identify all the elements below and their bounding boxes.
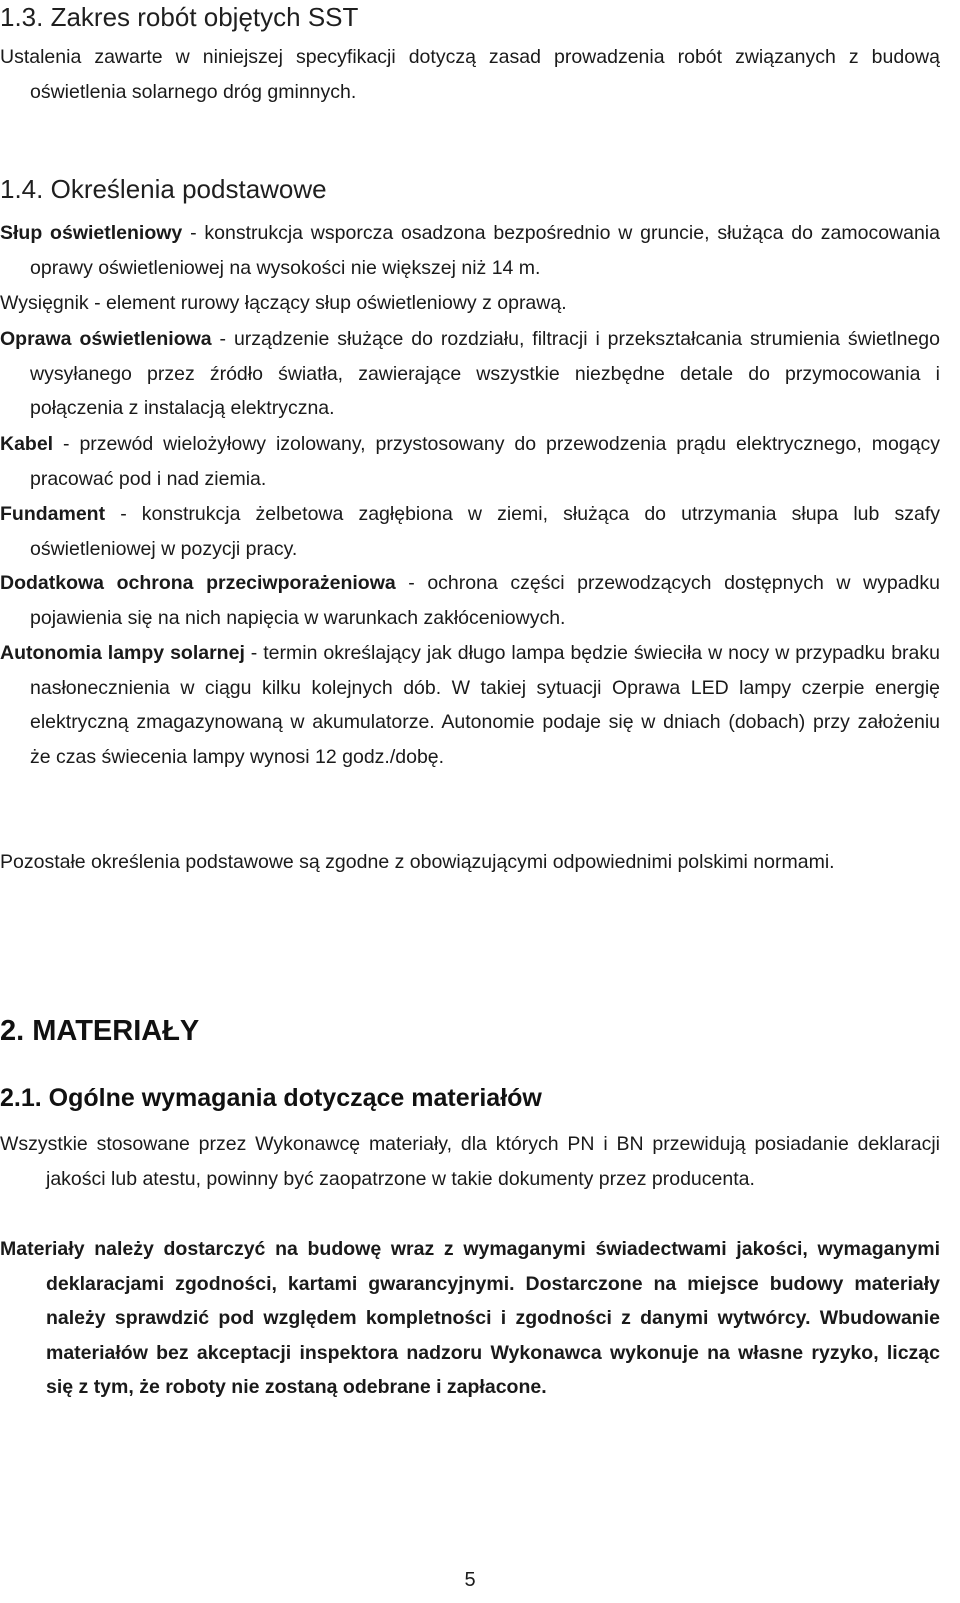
definition-wysiegnik xyxy=(0,286,940,321)
definition-text: - ochrona części przewodzących dostępnych w wypadku pojawienia się na nich napięcia w warunkach zakłóceniowych. xyxy=(30,572,940,629)
section-heading-1-3: 1.3. Zakres robót objętych SST xyxy=(0,2,359,32)
section-heading-1-4: 1.4. Określenia podstawowe xyxy=(0,174,327,204)
section-1-3-text xyxy=(0,40,940,109)
section-1-3-body: Ustalenia zawarte w niniejszej specyfikacji dotyczą zasad prowadzenia robót związanych z budową oświetlenia solarnego dróg gminnych. xyxy=(0,46,940,103)
section-2-1-text-2 xyxy=(0,1232,940,1405)
section-2-1-text-1 xyxy=(0,1127,940,1196)
definition-ochrona xyxy=(0,566,940,635)
definition-text: Wysięgnik - element rurowy łączący słup oświetleniowy z oprawą. xyxy=(0,292,567,314)
definition-term: Słup oświetleniowy xyxy=(0,222,183,244)
definition-text: - przewód wielożyłowy izolowany, przystosowany do przewodzenia prądu elektrycznego, mogący pracować pod i nad ziemia. xyxy=(30,433,940,490)
definition-term: Dodatkowa ochrona przeciwporażeniowa xyxy=(0,572,396,594)
section-1-4-closing xyxy=(0,845,940,880)
definition-autonomia xyxy=(0,636,940,774)
page-number: 5 xyxy=(464,1569,476,1591)
definition-oprawa xyxy=(0,322,940,426)
section-2-1-body-2: Materiały należy dostarczyć na budowę wraz z wymaganymi świadectwami jakości, wymaganymi deklaracjami zgodności, kartami gwarancyjnymi. Dostarczone na miejsce budowy materiały należy sprawdzić pod względem kompletności i zgodności z danymi wytwórcy. Wbudowanie materiałów bez akceptacji inspektora nadzoru Wykonawca wykonuje na własne ryzyko, licząc się z tym, że roboty nie zostaną odebrane i zapłacone. xyxy=(0,1238,940,1398)
definition-text: - konstrukcja wsporcza osadzona bezpośrednio w gruncie, służąca do zamocowania oprawy oświetleniowej na wysokości nie większej niż 14 m. xyxy=(30,222,940,279)
definition-text: - termin określający jak długo lampa będzie świeciła w nocy w przypadku braku nasłonecznienia w ciągu kilku kolejnych dób. W takiej sytuacji Oprawa LED lampy czerpie energię elektryczną zmagazynowaną w akumulatorze. Autonomie podaje się w dniach (dobach) przy założeniu że czas świecenia lampy wynosi 12 godz./dobę. xyxy=(30,642,940,768)
definition-term: Fundament xyxy=(0,503,106,525)
closing-text: Pozostałe określenia podstawowe są zgodne z obowiązującymi odpowiednimi polskimi normami. xyxy=(0,851,835,873)
section-heading-2: 2. MATERIAŁY xyxy=(0,1015,200,1047)
definition-term: Autonomia lampy solarnej xyxy=(0,642,245,664)
definition-term: Oprawa oświetleniowa xyxy=(0,328,212,350)
section-2-1-body-1: Wszystkie stosowane przez Wykonawcę materiały, dla których PN i BN przewidują posiadanie deklaracji jakości lub atestu, powinny być zaopatrzone w takie dokumenty przez producenta. xyxy=(0,1133,940,1190)
definition-kabel xyxy=(0,427,940,496)
definition-text: - konstrukcja żelbetowa zagłębiona w ziemi, służąca do utrzymania słupa lub szafy oświetleniowej w pozycji pracy. xyxy=(30,503,940,560)
definition-term: Kabel xyxy=(0,433,54,455)
definition-slup xyxy=(0,216,940,285)
definition-fundament xyxy=(0,497,940,566)
definition-text: - urządzenie służące do rozdziału, filtracji i przekształcania strumienia świetlnego wysyłanego przez źródło światła, zawierające wszystkie niezbędne detale do przymocowania i połączenia z instalacją elektryczna. xyxy=(30,328,940,419)
section-heading-2-1: 2.1. Ogólne wymagania dotyczące materiałów xyxy=(0,1084,542,1112)
